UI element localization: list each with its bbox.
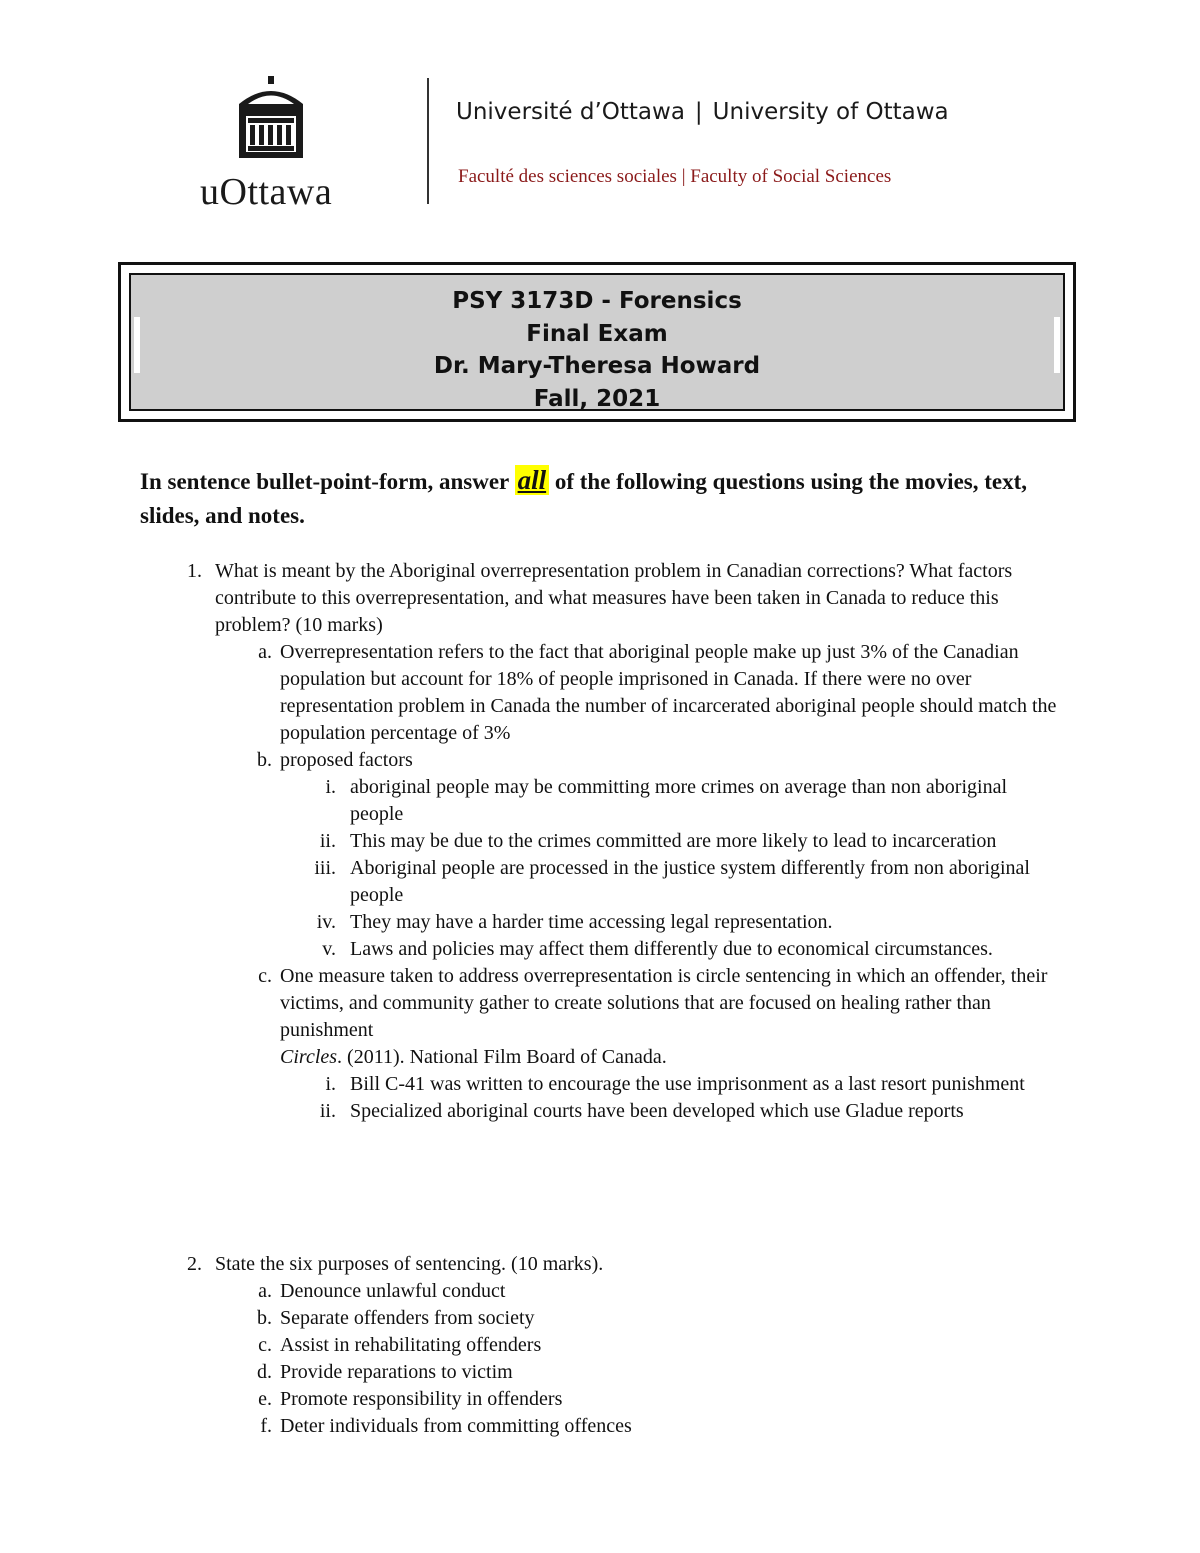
item-marker: b.	[257, 1307, 272, 1329]
answer-item	[0, 1305, 1200, 1332]
citation-text	[280, 1044, 1065, 1071]
answer-subitem	[0, 855, 1200, 909]
uottawa-logo	[196, 76, 356, 213]
question-2	[0, 1251, 1200, 1440]
item-marker: e.	[258, 1388, 272, 1410]
answer-subitem	[0, 1071, 1200, 1098]
item-text: Denounce unlawful conduct	[280, 1280, 506, 1302]
item-text: Overrepresentation refers to the fact that aboriginal people make up just 3% of the Canadian population but account for 18% of people imprisoned in Canada. If there were no over representation problem in Canada the number of incarcerated aboriginal people should match the population percentage of 3%	[280, 641, 1057, 744]
course-title: PSY 3173D - Forensics	[452, 288, 742, 314]
item-text: Assist in rehabilitating offenders	[280, 1334, 542, 1356]
university-name-fr: Université d’Ottawa	[456, 99, 685, 125]
citation	[0, 1044, 1200, 1071]
item-text: Aboriginal people are processed in the justice system differently from non aboriginal people	[350, 857, 1030, 906]
question-text: What is meant by the Aboriginal overrepresentation problem in Canadian corrections? What factors contribute to this overrepresentation, and what measures have been taken in Canada to reduce this problem? (10 marks)	[215, 560, 1013, 636]
item-text: One measure taken to address overrepresentation is circle sentencing in which an offender, their victims, and community gather to create solutions that are focused on healing rather than punishment	[280, 965, 1048, 1041]
exam-term: Fall, 2021	[533, 385, 661, 412]
item-text: Laws and policies may affect them differently due to economical circumstances.	[350, 938, 993, 960]
item-marker: ii.	[319, 830, 336, 852]
answer-subitem	[0, 774, 1200, 828]
answer-item	[0, 747, 1200, 774]
item-marker: d.	[257, 1361, 272, 1383]
building-icon	[236, 76, 306, 160]
answer-item	[0, 1359, 1200, 1386]
answer-item	[0, 1278, 1200, 1305]
instructions-before: In sentence bullet-point-form, answer	[140, 469, 515, 494]
item-text: This may be due to the crimes committed are more likely to lead to incarceration	[350, 830, 997, 852]
answer-item	[0, 639, 1200, 747]
question-1	[0, 558, 1200, 1125]
item-marker: ii.	[319, 1100, 336, 1122]
item-marker: i.	[325, 776, 336, 798]
exam-name: Final Exam	[526, 320, 668, 347]
university-name-en: University of Ottawa	[712, 99, 949, 125]
faculty-name: Faculté des sciences sociales | Faculty of Social Sciences	[458, 166, 892, 187]
instructions-emphasis: all	[515, 465, 550, 495]
item-text: Deter individuals from committing offences	[280, 1415, 632, 1437]
instructor-name: Dr. Mary-Theresa Howard	[433, 353, 761, 379]
question-number: 1.	[187, 560, 202, 582]
exam-instructions	[140, 463, 1070, 533]
answer-item	[0, 963, 1200, 1044]
item-marker: f.	[260, 1415, 272, 1437]
answer-subitem	[0, 1098, 1200, 1125]
answer-item	[0, 1332, 1200, 1359]
answer-subitem	[0, 909, 1200, 936]
header-divider	[427, 78, 429, 204]
answer-subitem	[0, 828, 1200, 855]
university-name	[456, 99, 949, 125]
item-marker: b.	[257, 749, 272, 771]
item-marker: v.	[322, 938, 336, 960]
name-separator: |	[694, 99, 703, 125]
exam-title-lines	[131, 285, 1063, 415]
instructions-after: of the following questions using the movies, text, slides, and notes.	[140, 469, 1028, 528]
exam-title-box	[118, 262, 1076, 422]
citation-details: . (2011). National Film Board of Canada.	[337, 1046, 667, 1068]
item-text: aboriginal people may be committing more crimes on average than non aboriginal people	[350, 776, 1008, 825]
question-2-prompt	[0, 1251, 1200, 1278]
item-marker: i.	[325, 1073, 336, 1095]
logo-wordmark: uOttawa	[200, 171, 333, 213]
citation-title: Circles	[280, 1046, 338, 1068]
answer-item	[0, 1413, 1200, 1440]
item-marker: a.	[258, 1280, 272, 1302]
item-text: Specialized aboriginal courts have been developed which use Gladue reports	[350, 1100, 964, 1122]
answer-item	[0, 1386, 1200, 1413]
item-text: Provide reparations to victim	[280, 1361, 513, 1383]
item-text: Promote responsibility in offenders	[280, 1388, 563, 1410]
question-number: 2.	[187, 1253, 202, 1275]
item-marker: a.	[258, 641, 272, 663]
item-text: Bill C-41 was written to encourage the use imprisonment as a last resort punishment	[350, 1073, 1025, 1095]
question-text: State the six purposes of sentencing. (10 marks).	[215, 1253, 604, 1275]
question-1-prompt	[0, 558, 1200, 639]
answer-subitem	[0, 936, 1200, 963]
exam-title-box-inner	[129, 273, 1065, 411]
item-marker: iv.	[316, 911, 336, 933]
item-text: Separate offenders from society	[280, 1307, 535, 1329]
item-text: They may have a harder time accessing legal representation.	[350, 911, 833, 933]
item-marker: c.	[258, 1334, 272, 1356]
item-text: proposed factors	[280, 749, 413, 771]
item-marker: iii.	[314, 857, 336, 879]
item-marker: c.	[258, 965, 272, 987]
